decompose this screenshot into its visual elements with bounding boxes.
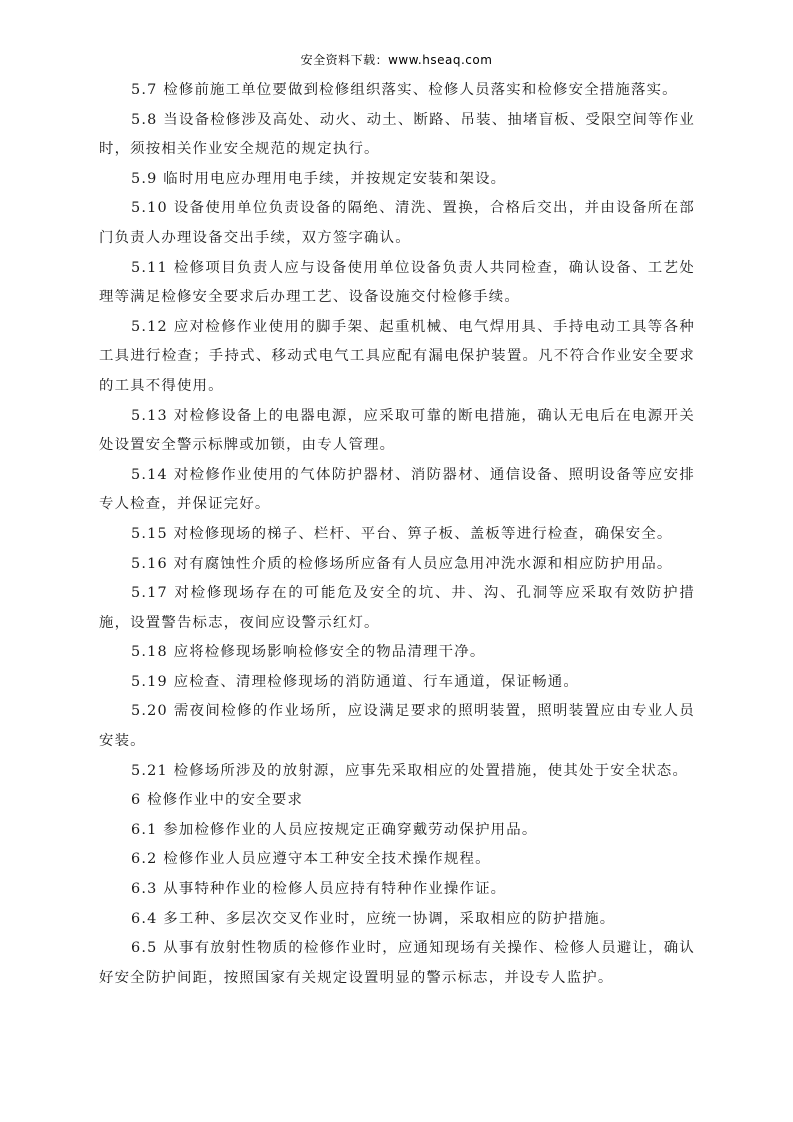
paragraph-5-9: 5.9 临时用电应办理用电手续，并按规定安装和架设。: [131, 170, 507, 187]
paragraph-5-16: 5.16 对有腐蚀性介质的检修场所应备有人员应急用冲洗水源和相应防护用品。: [131, 555, 673, 572]
page-header: 安全资料下载：www.hseaq.com: [300, 53, 493, 67]
paragraph-5-7: 5.7 检修前施工单位要做到检修组织落实、检修人员落实和检修安全措施落实。: [131, 82, 678, 98]
paragraph-6-2: 6.2 检修作业人员应遵守本工种安全技术操作规程。: [131, 851, 491, 868]
paragraph-5-18: 5.18 应将检修现场影响检修安全的物品清理干净。: [131, 644, 486, 661]
paragraph-6-3: 6.3 从事特种作业的检修人员应持有特种作业操作证。: [131, 881, 507, 898]
paragraph-6-4: 6.4 多工种、多层次交叉作业时，应统一协调，采取相应的防护措施。: [131, 910, 616, 927]
paragraph-5-13: 5.13 对检修设备上的电器电源，应采取可靠的断电措施，确认无电后在电源开关处设置安全警示标牌或加锁，由专人管理。: [99, 407, 695, 454]
section-heading-6: 6 检修作业中的安全要求: [131, 792, 304, 809]
paragraph-6-5: 6.5 从事有放射性物质的检修作业时，应通知现场有关操作、检修人员避让，确认好安全防护间距，按照国家有关规定设置明显的警示标志，并设专人监护。: [99, 940, 695, 986]
paragraph-5-11: 5.11 检修项目负责人应与设备使用单位设备负责人共同检查，确认设备、工艺处理等满足检修安全要求后办理工艺、设备设施交付检修手续。: [99, 259, 695, 306]
paragraph-5-8: 5.8 当设备检修涉及高处、动火、动土、断路、吊装、抽堵盲板、受限空间等作业时，须按相关作业安全规范的规定执行。: [99, 111, 695, 158]
document-body: [99, 76, 695, 993]
paragraph-5-14: 5.14 对检修作业使用的气体防护器材、消防器材、通信设备、照明设备等应安排专人检查，并保证完好。: [99, 466, 695, 513]
paragraph-5-15: 5.15 对检修现场的梯子、栏杆、平台、箅子板、盖板等进行检查，确保安全。: [131, 525, 673, 542]
paragraph-5-20: 5.20 需夜间检修的作业场所，应设满足要求的照明装置，照明装置应由专业人员安装。: [99, 703, 695, 750]
paragraph-5-21: 5.21 检修场所涉及的放射源，应事先采取相应的处置措施，使其处于安全状态。: [131, 762, 689, 779]
paragraph-5-19: 5.19 应检查、清理检修现场的消防通道、行车通道，保证畅通。: [131, 673, 579, 690]
paragraph-5-12: 5.12 应对检修作业使用的脚手架、起重机械、电气焊用具、手持电动工具等各种工具进行检查；手持式、移动式电气工具应配有漏电保护装置。凡不符合作业安全要求的工具不得使用。: [99, 318, 695, 394]
paragraph-6-1: 6.1 参加检修作业的人员应按规定正确穿戴劳动保护用品。: [131, 821, 538, 838]
paragraph-5-17: 5.17 对检修现场存在的可能危及安全的坑、井、沟、孔洞等应采取有效防护措施，设置警告标志，夜间应设警示红灯。: [99, 585, 695, 631]
paragraph-5-10: 5.10 设备使用单位负责设备的隔绝、清洗、置换，合格后交出，并由设备所在部门负责人办理设备交出手续，双方签字确认。: [99, 200, 695, 246]
